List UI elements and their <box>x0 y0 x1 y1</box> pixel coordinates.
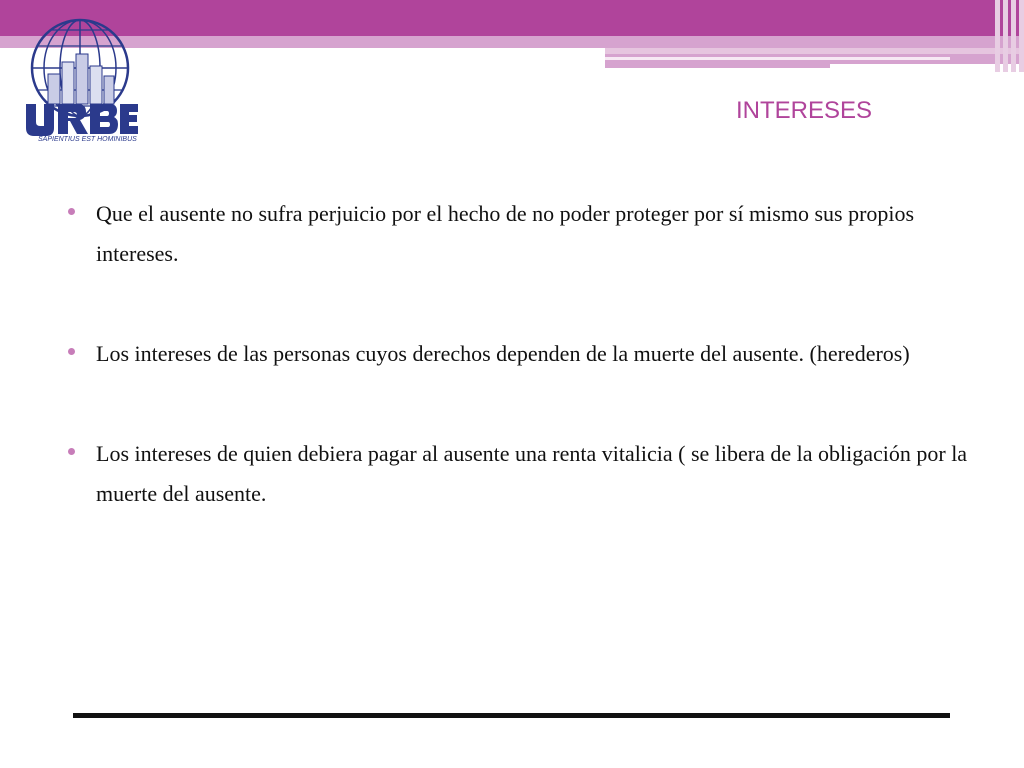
bullet-dot-icon <box>68 208 75 215</box>
header-right-stripes <box>994 0 1024 72</box>
header-band-light <box>0 36 1024 48</box>
bullet-dot-icon <box>68 448 75 455</box>
header-band-highlight <box>605 57 950 60</box>
bottom-divider <box>73 713 950 718</box>
bullet-item <box>68 334 978 374</box>
header-band <box>0 0 1024 36</box>
bullet-dot-icon <box>68 348 75 355</box>
bullet-text: Los intereses de las personas cuyos derechos dependen de la muerte del ausente. (herederos) <box>96 341 910 366</box>
bullet-text: Que el ausente no sufra perjuicio por el hecho de no poder proteger por sí mismo sus propios intereses. <box>96 201 915 266</box>
logo-motto: SAPIENTIUS EST HOMINIBUS <box>38 136 137 143</box>
bullet-text: Los intereses de quien debiera pagar al ausente una renta vitalicia ( se libera de la obligación por la muerte del ausente. <box>96 441 968 506</box>
slide-title: INTERESES <box>736 97 873 124</box>
bullet-item <box>68 194 978 274</box>
bullet-list <box>68 194 978 574</box>
urbe-logo <box>22 18 140 148</box>
bullet-item <box>68 434 978 514</box>
